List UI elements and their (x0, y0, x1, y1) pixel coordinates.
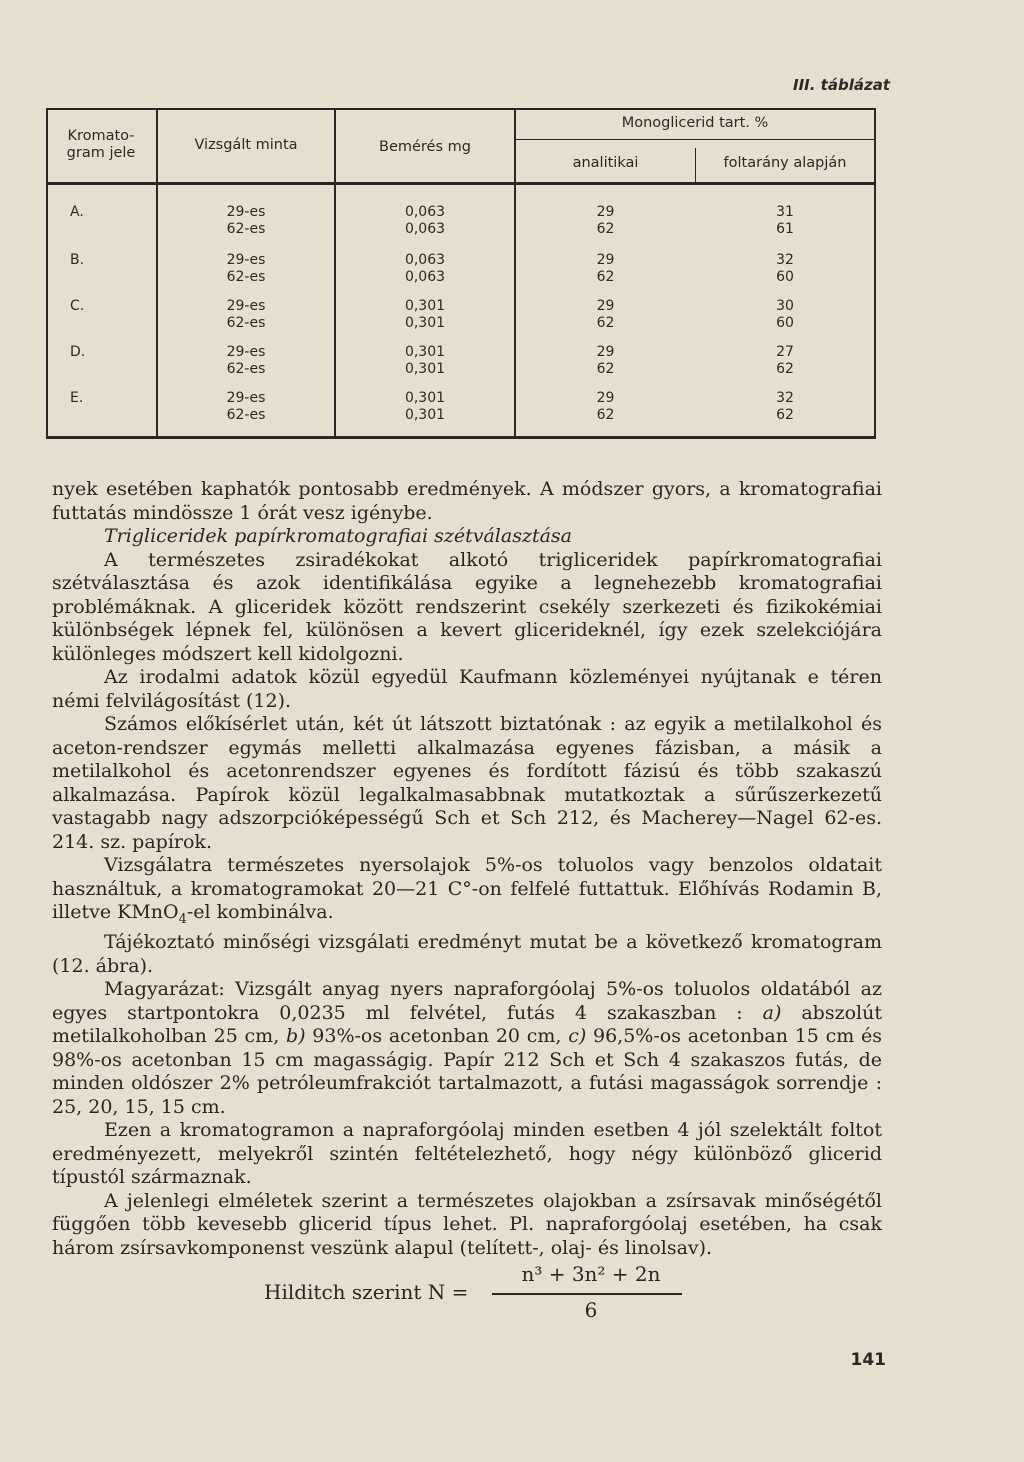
cell-weight: 0,301 (404, 361, 446, 377)
header-chromatogram: Kromato- gram jele (66, 128, 136, 161)
cell-analytical: 29 (596, 298, 615, 314)
header-weight: Bemérés mg (379, 139, 471, 155)
cell-sample: 62-es (226, 361, 266, 377)
cell-sample: 29-es (226, 390, 266, 406)
cell-sample: 62-es (226, 407, 266, 423)
formula-numerator: n³ + 3n² + 2n (521, 1262, 661, 1286)
header-sample: Vizsgált minta (194, 137, 298, 153)
row-label-c: C. (70, 298, 85, 314)
formula-lhs: Hilditch szerint N = (264, 1280, 469, 1304)
paragraph-text: 93%-os acetonban 20 cm, (305, 1025, 569, 1048)
cell-sample: 62-es (226, 269, 266, 285)
paragraph: Számos előkísérlet után, két út látszott biztatónak : az egyik a metilalkohol és aceton-rendszer egymás melletti alkalmazása egyenes fázisban, a másik a metilalkohol és acetonrendszer egyenes és fordított fázisú és több szakaszú alkalmazása. Papírok közül legalkalmasabbnak mutatkoztak a sűrűszerkezetű vastagabb nagy adszorpcióképességű Sch et Sch 212, és Macherey—Nagel 62-es. 214. sz. papírok. (52, 713, 882, 853)
cell-spot-ratio: 60 (776, 269, 794, 285)
cell-sample: 29-es (226, 344, 266, 360)
header-monoglyceride: Monoglicerid tart. % (621, 115, 769, 131)
cell-weight: 0,063 (404, 269, 446, 285)
cell-analytical: 29 (596, 390, 615, 406)
paragraph: Ezen a kromatogramon a napraforgóolaj minden esetben 4 jól szelektált foltot eredményezett, melyekről szintén feltételezhető, hogy négy különböző glicerid típustól származnak. (52, 1119, 882, 1189)
row-label-e: E. (70, 390, 84, 406)
paragraph: nyek esetében kaphatók pontosabb eredmények. A módszer gyors, a kromatografiai futtatás mindössze 1 órát vesz igénybe. (52, 478, 882, 524)
header-spot-ratio: foltarány alapján (723, 155, 847, 171)
table-right-border (874, 108, 876, 438)
table-bottom-rule (46, 436, 876, 439)
cell-weight: 0,301 (404, 344, 446, 360)
cell-weight: 0,301 (404, 390, 446, 406)
paragraph: A jelenlegi elméletek szerint a természetes olajokban a zsírsavak minőségétől függően több kevesebb glicerid típus lehet. Pl. napraforgóolaj esetében, ha csak három zsírsavkomponenst veszünk alapul (telített-, olaj- és linolsav). (52, 1189, 882, 1259)
cell-spot-ratio: 62 (776, 361, 794, 377)
cell-weight: 0,301 (404, 298, 446, 314)
list-marker: a) (762, 1001, 782, 1024)
paragraph: Tájékoztató minőségi vizsgálati eredményt mutat be a következő kromatogram (12. ábra). (52, 931, 882, 977)
cell-analytical: 29 (596, 344, 615, 360)
cell-sample: 62-es (226, 315, 266, 331)
cell-spot-ratio: 32 (776, 390, 794, 406)
cell-spot-ratio: 62 (776, 407, 794, 423)
cell-sample: 29-es (226, 252, 266, 268)
cell-weight: 0,301 (404, 407, 446, 423)
body-text (52, 478, 882, 1260)
cell-analytical: 62 (596, 315, 615, 331)
cell-weight: 0,301 (404, 315, 446, 331)
cell-analytical: 62 (596, 221, 615, 237)
table-label: III. táblázat (793, 76, 890, 94)
cell-spot-ratio: 27 (776, 344, 794, 360)
paragraph-text: Vizsgálatra természetes nyersolajok 5%-os toluolos vagy benzolos oldatait használtuk, a kromatogramokat 20—21 C°-on felfelé futtattuk. Előhívás Rodamin B, illetve KMnO (52, 854, 882, 923)
paragraph (52, 978, 882, 1119)
cell-sample: 29-es (226, 204, 266, 220)
paragraph (52, 854, 882, 931)
row-label-d: D. (70, 344, 86, 360)
paragraph-text: -el kombinálva. (186, 901, 334, 923)
paragraph: A természetes zsiradékokat alkotó trigliceridek papírkromatografiai szétválasztása és azok identifikálása egyike a legnehezebb kromatografiai problémáknak. A gliceridek között rendszerint csekély szerkezeti és fizikokémiai különbségek lépnek fel, különösen a kevert glicerideknél, így ezek szelekciójára különleges módszert kell kidolgozni. (52, 548, 882, 665)
row-label-a: A. (70, 204, 84, 220)
cell-analytical: 29 (596, 204, 615, 220)
paragraph: Az irodalmi adatok közül egyedül Kaufmann közleményei nyújtanak e téren némi felvilágosítást (12). (52, 666, 882, 712)
cell-sample: 62-es (226, 221, 266, 237)
cell-spot-ratio: 32 (776, 252, 794, 268)
paragraph-text: 96,5%-os acetonban 15 cm és 98%-os acetonban 15 cm magasságig. Papír 212 Sch et Sch 4 szakaszos futás, de minden oldószer 2% petróleumfrakciót tartalmazott, a futási magasságok sorrendje : 25, 20, 15, 15 cm. (52, 1025, 882, 1118)
table-subheader-rule (516, 139, 874, 140)
cell-analytical: 62 (596, 407, 615, 423)
formula-denominator: 6 (584, 1298, 598, 1322)
paragraph-text: abszolút metilalkoholban 25 cm, (52, 1001, 882, 1048)
cell-sample: 29-es (226, 298, 266, 314)
cell-weight: 0,063 (404, 204, 446, 220)
hilditch-formula (264, 1262, 714, 1332)
cell-spot-ratio: 31 (776, 204, 794, 220)
cell-spot-ratio: 61 (776, 221, 794, 237)
fraction-bar (492, 1293, 682, 1295)
table-top-rule (46, 108, 874, 110)
cell-weight: 0,063 (404, 252, 446, 268)
cell-analytical: 29 (596, 252, 615, 268)
table-header-rule-2 (46, 184, 874, 185)
list-marker: c) (568, 1025, 587, 1048)
paragraph-text: Magyarázat: Vizsgált anyag nyers napraforgóolaj 5%-os toluolos oldatából az egyes startpontokra 0,0235 ml felvétel, futás 4 szakaszban : (52, 978, 882, 1024)
cell-spot-ratio: 30 (776, 298, 794, 314)
subscript: 4 (178, 911, 187, 927)
cell-analytical: 62 (596, 361, 615, 377)
data-table (46, 108, 876, 440)
section-heading: Trigliceridek papírkromatografiai szétválasztása (104, 525, 573, 547)
row-label-b: B. (70, 252, 85, 268)
cell-weight: 0,063 (404, 221, 446, 237)
cell-analytical: 62 (596, 269, 615, 285)
list-marker: b) (285, 1025, 306, 1048)
cell-spot-ratio: 60 (776, 315, 794, 331)
page-number: 141 (850, 1350, 886, 1370)
header-analytical: analitikai (572, 155, 639, 171)
